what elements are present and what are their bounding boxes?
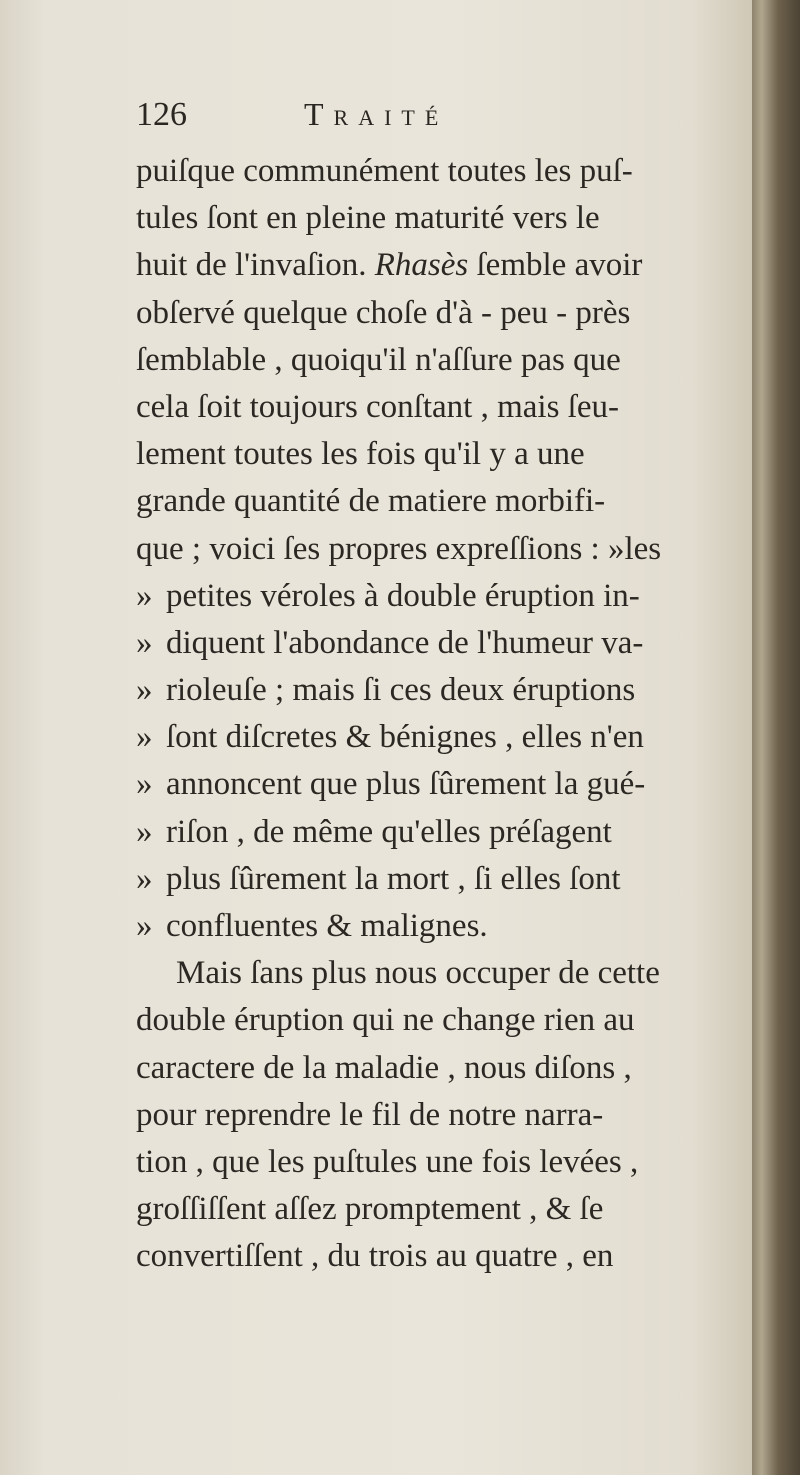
text-line: puiſque communément toutes les puſ- [136, 153, 633, 189]
quoted-line: » annoncent que plus ſûrement la gué- [136, 761, 692, 808]
text-line: huit de l'invaſion. Rhasès ſemble avoir [136, 247, 643, 284]
book-binding-gutter [752, 0, 800, 1475]
quoted-line: » ſont diſcretes & bénignes , elles n'en [136, 714, 692, 761]
paragraph-start-line: Mais ſans plus nous occuper de cette [176, 955, 660, 992]
quoted-line: » plus ſûrement la mort , ſi elles ſont [136, 856, 692, 903]
text-line: double éruption qui ne change rien au [136, 1002, 635, 1039]
quoted-line: » rioleuſe ; mais ſi ces deux éruptions [136, 667, 692, 714]
text-line: pour reprendre le fil de notre narra- [136, 1096, 604, 1133]
quote-mark: » [136, 624, 153, 661]
quoted-line: » confluentes & malignes. [136, 903, 692, 950]
author-name-italic: Rhasès [374, 247, 469, 284]
quoted-line: » riſon , de même qu'elles préſagent [136, 809, 692, 856]
quote-mark: » [136, 672, 153, 709]
quoted-line: » petites véroles à double éruption in- [136, 573, 692, 620]
text-line: tules ſont en pleine maturité vers le [136, 200, 600, 237]
quote-mark: » [136, 719, 153, 756]
text-line: tion , que les puſtules une fois levées , [136, 1143, 639, 1180]
text-line: obſervé quelque choſe d'à - peu - près [136, 294, 631, 331]
quote-mark: » [136, 577, 153, 614]
running-title: Traité [304, 96, 449, 132]
page-header [136, 96, 696, 142]
text-line: ſemblable , quoiqu'il n'aſſure pas que [136, 341, 621, 378]
quote-mark: » [136, 813, 153, 850]
quote-mark: » [136, 766, 153, 803]
text-line: caractere de la maladie , nous diſons , [136, 1049, 632, 1086]
text-line: grande quantité de matiere morbifi- [136, 483, 606, 520]
quote-mark: » [136, 908, 153, 944]
text-line: convertiſſent , du trois au quatre , en [136, 1238, 614, 1275]
text-line: que ; voici ſes propres expreſſions : »les [136, 530, 662, 567]
text-line: lement toutes les fois qu'il y a une [136, 436, 585, 473]
text-line: cela ſoit toujours conſtant , mais ſeu- [136, 388, 619, 425]
quoted-line: » diquent l'abondance de l'humeur va- [136, 620, 692, 667]
text-line: groſſiſſent aſſez promptement , & ſe [136, 1191, 604, 1228]
page-number: 126 [136, 96, 187, 133]
quote-mark: » [136, 860, 153, 897]
body-text [136, 148, 692, 1281]
